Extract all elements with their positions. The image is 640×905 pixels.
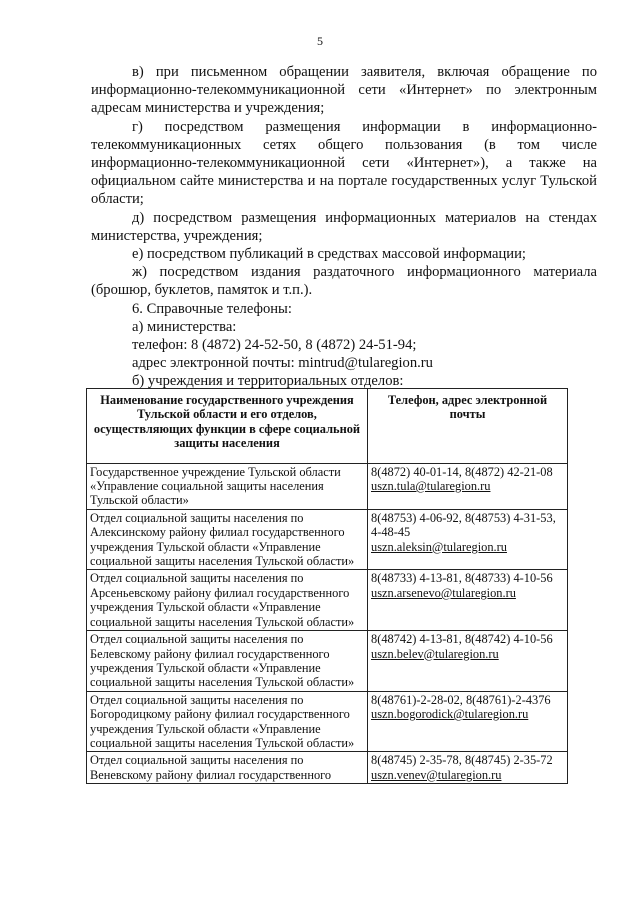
table-row <box>87 463 568 509</box>
contacts-heading: 6. Справочные телефоны: <box>132 300 292 317</box>
phone-number: 8(48753) 4-06-92, 8(48753) 4-31-53, 4-48-45 <box>371 510 556 540</box>
email-link[interactable]: uszn.venev@tularegion.ru <box>371 767 502 782</box>
email-link[interactable]: uszn.belev@tularegion.ru <box>371 646 499 661</box>
institution-name: Отдел социальной защиты населения по Богородицкому району филиал государственного учреждения Тульской области «Управление социальной защиты населения Тульской области» <box>87 691 368 752</box>
contact-cell <box>368 631 568 692</box>
institution-name: Отдел социальной защиты населения по Арсеньевскому району филиал государственного учреждения Тульской области «Управление социальной защиты населения Тульской области» <box>87 570 368 631</box>
email-link[interactable]: uszn.arsenevo@tularegion.ru <box>371 585 516 600</box>
contact-cell <box>368 752 568 784</box>
email-link[interactable]: uszn.tula@tularegion.ru <box>371 479 491 494</box>
email-link[interactable]: uszn.aleksin@tularegion.ru <box>371 539 507 554</box>
institution-name: Отдел социальной защиты населения по Белевскому району филиал государственного учреждения Тульской области «Управление социальной защиты населения Тульской области» <box>87 631 368 692</box>
phone-number: 8(48745) 2-35-78, 8(48745) 2-35-72 <box>371 753 553 768</box>
table-row <box>87 570 568 631</box>
paragraph-d: д) посредством размещения информационных материалов на стендах министерства, учреждения; <box>91 209 597 244</box>
table-row <box>87 752 568 784</box>
email-link[interactable]: uszn.bogorodick@tularegion.ru <box>371 707 529 722</box>
paragraph-g: г) посредством размещения информации в информационно-телекоммуникационных сетях общего пользования (в том числе информационно-телекоммуникационной сети «Интернет»), а также на официальном сайте министерства и на портале государственных услуг Тульской области; <box>91 118 597 208</box>
paragraph-e: е) посредством публикаций в средствах массовой информации; <box>132 246 526 263</box>
phone-number: 8(48733) 4-13-81, 8(48733) 4-10-56 <box>371 571 553 586</box>
page-number: 5 <box>317 34 323 48</box>
paragraph-v: в) при письменном обращении заявителя, включая обращение по информационно-телекоммуникационной сети «Интернет» по электронным адресам министерства и учреждения; <box>91 64 597 117</box>
header-institution-name: Наименование государственного учреждения Тульской области и его отделов, осуществляющих функции в сфере социальной защиты населения <box>87 389 368 464</box>
institutions-label: б) учреждения и территориальных отделов: <box>132 373 404 390</box>
contact-cell <box>368 463 568 509</box>
phone-number: 8(48761)-2-28-02, 8(48761)-2-4376 <box>371 692 551 707</box>
ministry-label: а) министерства: <box>132 318 237 335</box>
contact-cell <box>368 570 568 631</box>
phone-number: 8(4872) 40-01-14, 8(4872) 42-21-08 <box>371 464 553 479</box>
header-phone-email: Телефон, адрес электронной почты <box>368 389 568 464</box>
table-row <box>87 691 568 752</box>
offices-table <box>86 388 568 784</box>
ministry-email: адрес электронной почты: mintrud@tularegion.ru <box>132 355 433 372</box>
institution-name: Государственное учреждение Тульской области «Управление социальной защиты населения Тульской области» <box>87 463 368 509</box>
table-row <box>87 509 568 570</box>
table-header-row <box>87 389 568 464</box>
contact-cell <box>368 691 568 752</box>
paragraph-zh: ж) посредством издания раздаточного информационного материала (брошюр, буклетов, памяток и т.п.). <box>91 264 597 299</box>
contact-cell <box>368 509 568 570</box>
phone-number: 8(48742) 4-13-81, 8(48742) 4-10-56 <box>371 632 553 647</box>
institution-name: Отдел социальной защиты населения по Веневскому району филиал государственного <box>87 752 368 784</box>
ministry-phone: телефон: 8 (4872) 24-52-50, 8 (4872) 24-51-94; <box>132 337 417 354</box>
institution-name: Отдел социальной защиты населения по Алексинскому району филиал государственного учреждения Тульской области «Управление социальной защиты населения Тульской области» <box>87 509 368 570</box>
table-row <box>87 631 568 692</box>
document-body <box>91 63 597 391</box>
